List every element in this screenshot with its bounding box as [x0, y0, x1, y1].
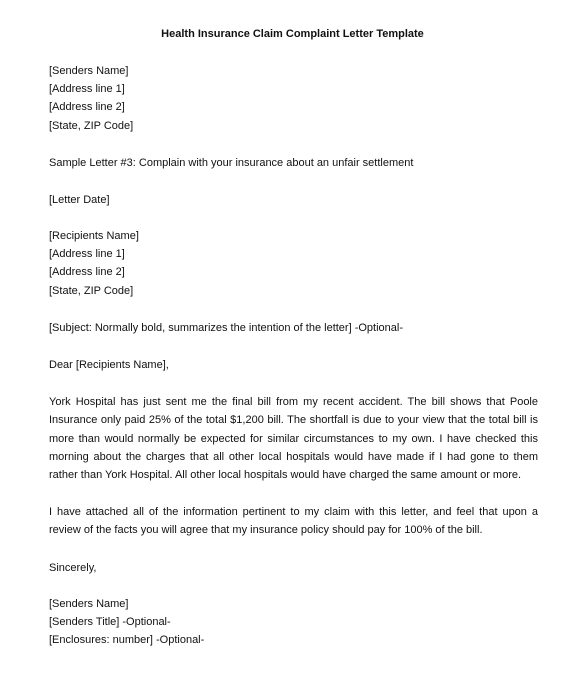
letter-date-block [49, 191, 539, 209]
sample-note-block [49, 154, 539, 172]
sender-address-block [49, 62, 539, 135]
body-paragraph-2: I have attached all of the information pertinent to my claim with this letter, and feel that upon a review of the facts you will agree that my insurance policy should pay for 100% of the bill. [49, 506, 538, 537]
subject-line: [Subject: Normally bold, summarizes the intention of the letter] -Optional- [49, 322, 403, 334]
recipient-address-block [49, 227, 539, 300]
recipient-address-line-2: [Address line 2] [49, 266, 125, 279]
closing-block [49, 559, 539, 577]
sample-note: Sample Letter #3: Complain with your insurance about an unfair settlement [49, 157, 414, 169]
closing: Sincerely, [49, 562, 97, 574]
body-paragraph-1: York Hospital has just sent me the final bill from my recent accident. The bill shows that Poole Insurance only paid 25% of the total $1,200 bill. The shortfall is due to your view that the total bill is more than would normally be expected for similar circumstances to my own. I have checked this morning about the charges that all other local hospitals would have made if I had gone to them rather than York Hospital. All other local hospitals would have charged the same amount or more. [49, 396, 538, 482]
subject-block [49, 319, 539, 337]
salutation: Dear [Recipients Name], [49, 359, 169, 371]
signature-name: [Senders Name] [49, 598, 129, 610]
recipient-state-zip: [State, ZIP Code] [49, 284, 134, 297]
sender-name: [Senders Name] [49, 65, 129, 77]
enclosures-line: [Enclosures: number] -Optional- [49, 634, 205, 647]
sender-address-line-2: [Address line 2] [49, 101, 125, 114]
document-title: Health Insurance Claim Complaint Letter Template [161, 28, 424, 40]
sender-state-zip: [State, ZIP Code] [49, 119, 134, 132]
signature-block [49, 595, 539, 650]
signature-title: [Senders Title] -Optional- [49, 616, 171, 629]
salutation-block [49, 356, 539, 374]
sender-address-line-1: [Address line 1] [49, 83, 125, 96]
recipient-address-line-1: [Address line 1] [49, 248, 125, 261]
letter-date: [Letter Date] [49, 194, 110, 206]
recipient-name: [Recipients Name] [49, 230, 139, 242]
